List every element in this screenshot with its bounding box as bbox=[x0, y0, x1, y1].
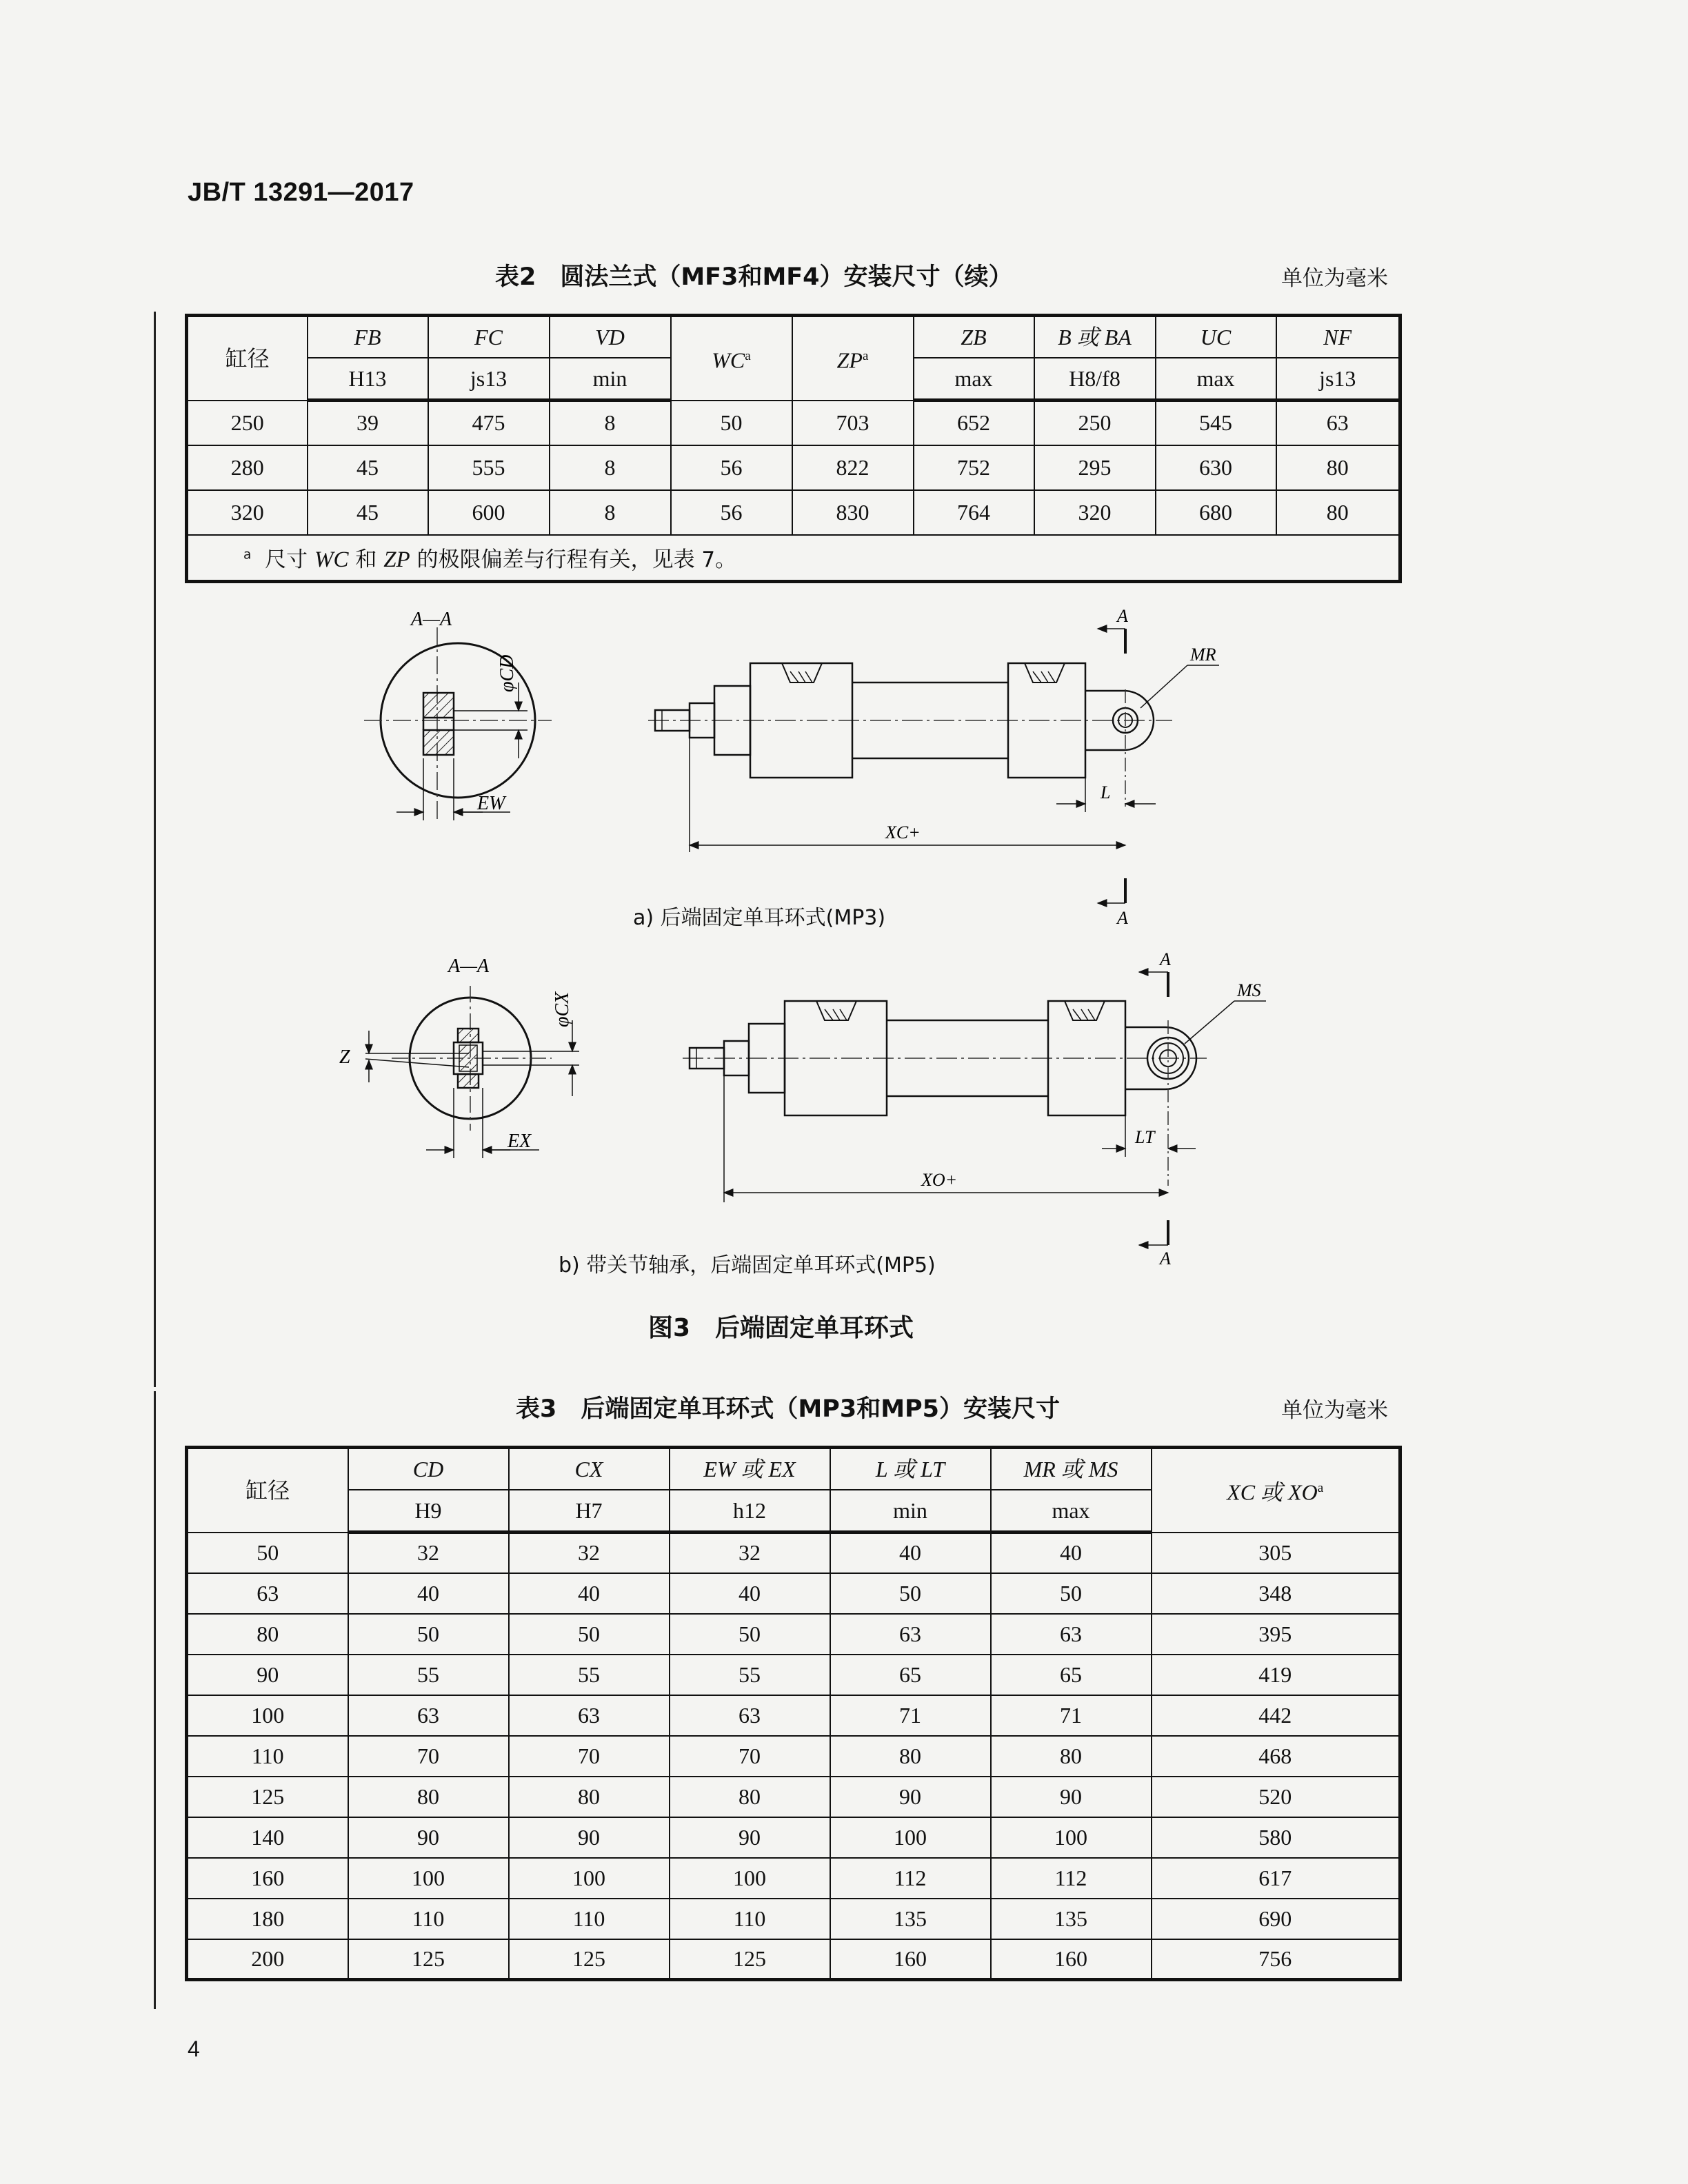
table-cell: 100 bbox=[670, 1858, 830, 1899]
table-cell: 395 bbox=[1152, 1614, 1400, 1655]
table-cell: 125 bbox=[187, 1777, 348, 1817]
table-cell: 40 bbox=[830, 1533, 991, 1573]
table-cell: 32 bbox=[348, 1533, 509, 1573]
header-cell: js13 bbox=[1276, 358, 1400, 401]
header-cell: 缸径 bbox=[187, 316, 308, 401]
header-cell: H8/f8 bbox=[1034, 358, 1156, 401]
table-row bbox=[187, 1777, 1400, 1817]
table-row bbox=[187, 401, 1400, 445]
table-cell: 112 bbox=[991, 1858, 1152, 1899]
header-cell: FB bbox=[308, 316, 428, 358]
table-cell: 250 bbox=[1034, 401, 1156, 445]
header-cell: VD bbox=[550, 316, 671, 358]
table3 bbox=[185, 1446, 1402, 1981]
section-label-b: A—A bbox=[448, 956, 490, 977]
table-cell: 135 bbox=[991, 1899, 1152, 1939]
table-cell: 90 bbox=[670, 1817, 830, 1858]
table-cell: 8 bbox=[550, 490, 671, 535]
table-cell: 90 bbox=[830, 1777, 991, 1817]
table-row bbox=[187, 1573, 1400, 1614]
table-cell: 555 bbox=[428, 445, 550, 490]
table-cell: 63 bbox=[187, 1573, 348, 1614]
table-cell: 756 bbox=[1152, 1939, 1400, 1980]
table-cell: 822 bbox=[792, 445, 914, 490]
table-cell: 112 bbox=[830, 1858, 991, 1899]
section-arrow-a-bottom: A bbox=[1117, 908, 1128, 928]
table-cell: 39 bbox=[308, 401, 428, 445]
table3-unit: 单位为毫米 bbox=[1281, 1398, 1388, 1423]
table-cell: 752 bbox=[914, 445, 1034, 490]
table-row bbox=[187, 490, 1400, 535]
header-cell: H13 bbox=[308, 358, 428, 401]
table-cell: 419 bbox=[1152, 1655, 1400, 1695]
table-cell: 80 bbox=[509, 1777, 670, 1817]
header-cell: h12 bbox=[670, 1490, 830, 1533]
table-cell: 70 bbox=[348, 1736, 509, 1777]
table-cell: 680 bbox=[1156, 490, 1276, 535]
table-row bbox=[187, 445, 1400, 490]
table-cell: 80 bbox=[348, 1777, 509, 1817]
table-row bbox=[187, 1899, 1400, 1939]
table-cell: 80 bbox=[670, 1777, 830, 1817]
header-cell: B 或 BA bbox=[1034, 316, 1156, 358]
table-cell: 56 bbox=[671, 490, 792, 535]
table-cell: 50 bbox=[991, 1573, 1152, 1614]
header-cell: max bbox=[1156, 358, 1276, 401]
table-cell: 65 bbox=[991, 1655, 1152, 1695]
table-cell: 90 bbox=[509, 1817, 670, 1858]
table-cell: 56 bbox=[671, 445, 792, 490]
table-cell: 32 bbox=[509, 1533, 670, 1573]
header-cell: js13 bbox=[428, 358, 550, 401]
dim-l: L bbox=[1101, 782, 1111, 802]
dim-xc: XC+ bbox=[885, 822, 921, 842]
table-cell: 50 bbox=[671, 401, 792, 445]
table-cell: 45 bbox=[308, 445, 428, 490]
table-cell: 65 bbox=[830, 1655, 991, 1695]
section-arrow-a-top: A bbox=[1117, 606, 1128, 626]
table-cell: 63 bbox=[1276, 401, 1400, 445]
table-cell: 70 bbox=[509, 1736, 670, 1777]
section-arrow-b-bottom: A bbox=[1160, 1248, 1171, 1268]
table-cell: 830 bbox=[792, 490, 914, 535]
dim-lt: LT bbox=[1135, 1127, 1155, 1147]
header-cell: NF bbox=[1276, 316, 1400, 358]
header-cell: H9 bbox=[348, 1490, 509, 1533]
dim-ms: MS bbox=[1237, 980, 1261, 1000]
table-row bbox=[187, 1858, 1400, 1899]
table-cell: 125 bbox=[348, 1939, 509, 1980]
table-cell: 468 bbox=[1152, 1736, 1400, 1777]
figure-b-caption: b) 带关节轴承，后端固定单耳环式(MP5) bbox=[559, 1253, 936, 1277]
table-cell: 110 bbox=[348, 1899, 509, 1939]
header-cell: ZB bbox=[914, 316, 1034, 358]
header-cell: UC bbox=[1156, 316, 1276, 358]
dim-ew: EW bbox=[477, 793, 505, 814]
table-cell: 764 bbox=[914, 490, 1034, 535]
table-cell: 442 bbox=[1152, 1695, 1400, 1736]
header-cell: EW 或 EX bbox=[670, 1448, 830, 1490]
table-cell: 40 bbox=[670, 1573, 830, 1614]
table-row bbox=[187, 1817, 1400, 1858]
standard-code: JB/T 13291—2017 bbox=[188, 178, 414, 207]
table-cell: 45 bbox=[308, 490, 428, 535]
table-cell: 40 bbox=[348, 1573, 509, 1614]
header-cell: max bbox=[991, 1490, 1152, 1533]
figure3-title: 图3 后端固定单耳环式 bbox=[648, 1314, 914, 1342]
dim-cd: φCD bbox=[496, 654, 518, 692]
table-cell: 617 bbox=[1152, 1858, 1400, 1899]
section-arrow-b-top: A bbox=[1160, 949, 1171, 969]
table-cell: 55 bbox=[348, 1655, 509, 1695]
table-cell: 630 bbox=[1156, 445, 1276, 490]
page-number: 4 bbox=[188, 2036, 200, 2061]
table-cell: 100 bbox=[187, 1695, 348, 1736]
table-cell: 90 bbox=[348, 1817, 509, 1858]
header-cell: FC bbox=[428, 316, 550, 358]
dim-cx: φCX bbox=[552, 991, 573, 1027]
header-cell: min bbox=[550, 358, 671, 401]
table-cell: 70 bbox=[670, 1736, 830, 1777]
table-cell: 32 bbox=[670, 1533, 830, 1573]
table-cell: 180 bbox=[187, 1899, 348, 1939]
table2-unit: 单位为毫米 bbox=[1281, 266, 1388, 291]
figure-a-caption: a) 后端固定单耳环式(MP3) bbox=[633, 906, 886, 930]
table-cell: 348 bbox=[1152, 1573, 1400, 1614]
table-cell: 63 bbox=[509, 1695, 670, 1736]
table-cell: 200 bbox=[187, 1939, 348, 1980]
table-cell: 50 bbox=[348, 1614, 509, 1655]
header-cell: H7 bbox=[509, 1490, 670, 1533]
table2-title: 表2 圆法兰式（MF3和MF4）安装尺寸（续） bbox=[495, 263, 1013, 291]
table-cell: 320 bbox=[1034, 490, 1156, 535]
table-row bbox=[187, 1695, 1400, 1736]
header-cell: XC 或 $XO^a$ bbox=[1152, 1448, 1400, 1533]
table-cell: 475 bbox=[428, 401, 550, 445]
table-cell: 90 bbox=[187, 1655, 348, 1695]
table-cell: 140 bbox=[187, 1817, 348, 1858]
table2 bbox=[185, 314, 1402, 583]
header-cell: $ZP^a$ bbox=[792, 316, 914, 401]
table-cell: 80 bbox=[1276, 490, 1400, 535]
table-cell: 580 bbox=[1152, 1817, 1400, 1858]
table-cell: 100 bbox=[991, 1817, 1152, 1858]
table-cell: 295 bbox=[1034, 445, 1156, 490]
figure-a-side-view bbox=[648, 606, 1219, 928]
table-cell: 160 bbox=[991, 1939, 1152, 1980]
table-cell: 135 bbox=[830, 1899, 991, 1939]
margin-change-bar-2 bbox=[154, 1391, 156, 2009]
table-cell: 80 bbox=[187, 1614, 348, 1655]
table-cell: 100 bbox=[348, 1858, 509, 1899]
table-cell: 80 bbox=[991, 1736, 1152, 1777]
table-cell: 520 bbox=[1152, 1777, 1400, 1817]
dim-ex: EX bbox=[508, 1131, 532, 1152]
header-cell: $WC^a$ bbox=[671, 316, 792, 401]
table-cell: 8 bbox=[550, 445, 671, 490]
table-cell: 280 bbox=[187, 445, 308, 490]
table-cell: 80 bbox=[830, 1736, 991, 1777]
table-cell: 63 bbox=[991, 1614, 1152, 1655]
table-cell: 8 bbox=[550, 401, 671, 445]
table-cell: 100 bbox=[830, 1817, 991, 1858]
header-cell: MR 或 MS bbox=[991, 1448, 1152, 1490]
table-row bbox=[187, 1655, 1400, 1695]
table-cell: 90 bbox=[991, 1777, 1152, 1817]
table2-footnote: $^a$ 尺寸 WC 和 ZP 的极限偏差与行程有关，见表 7。 bbox=[187, 535, 1400, 582]
table-cell: 55 bbox=[509, 1655, 670, 1695]
header-cell: CD bbox=[348, 1448, 509, 1490]
table-row bbox=[187, 1614, 1400, 1655]
table-cell: 125 bbox=[670, 1939, 830, 1980]
table-cell: 71 bbox=[830, 1695, 991, 1736]
table-cell: 110 bbox=[670, 1899, 830, 1939]
figure-a-section-view bbox=[364, 609, 552, 820]
header-cell: CX bbox=[509, 1448, 670, 1490]
header-cell: max bbox=[914, 358, 1034, 401]
dim-z: Z bbox=[339, 1046, 350, 1068]
table-cell: 63 bbox=[830, 1614, 991, 1655]
figure-b-section-view bbox=[339, 956, 579, 1158]
table-cell: 50 bbox=[670, 1614, 830, 1655]
table-cell: 250 bbox=[187, 401, 308, 445]
figure-b-side-view bbox=[683, 949, 1266, 1268]
table-cell: 160 bbox=[830, 1939, 991, 1980]
table-cell: 40 bbox=[509, 1573, 670, 1614]
table-cell: 40 bbox=[991, 1533, 1152, 1573]
table-cell: 50 bbox=[187, 1533, 348, 1573]
table-cell: 110 bbox=[509, 1899, 670, 1939]
table-cell: 63 bbox=[670, 1695, 830, 1736]
table-row bbox=[187, 1939, 1400, 1980]
dim-mr: MR bbox=[1190, 645, 1216, 665]
section-label-a: A—A bbox=[411, 609, 452, 630]
dim-xo: XO+ bbox=[921, 1170, 958, 1190]
table-cell: 652 bbox=[914, 401, 1034, 445]
table-cell: 320 bbox=[187, 490, 308, 535]
table-cell: 125 bbox=[509, 1939, 670, 1980]
table-cell: 545 bbox=[1156, 401, 1276, 445]
table-cell: 600 bbox=[428, 490, 550, 535]
table-row bbox=[187, 1736, 1400, 1777]
table-cell: 703 bbox=[792, 401, 914, 445]
header-cell: L 或 LT bbox=[830, 1448, 991, 1490]
table-cell: 50 bbox=[830, 1573, 991, 1614]
table-cell: 305 bbox=[1152, 1533, 1400, 1573]
table-cell: 100 bbox=[509, 1858, 670, 1899]
table3-title: 表3 后端固定单耳环式（MP3和MP5）安装尺寸 bbox=[516, 1395, 1061, 1423]
table-row bbox=[187, 1533, 1400, 1573]
table-cell: 690 bbox=[1152, 1899, 1400, 1939]
table-cell: 80 bbox=[1276, 445, 1400, 490]
table-cell: 71 bbox=[991, 1695, 1152, 1736]
table-cell: 63 bbox=[348, 1695, 509, 1736]
header-cell: min bbox=[830, 1490, 991, 1533]
header-cell: 缸径 bbox=[187, 1448, 348, 1533]
table-cell: 50 bbox=[509, 1614, 670, 1655]
table-cell: 55 bbox=[670, 1655, 830, 1695]
table-cell: 160 bbox=[187, 1858, 348, 1899]
table-cell: 110 bbox=[187, 1736, 348, 1777]
